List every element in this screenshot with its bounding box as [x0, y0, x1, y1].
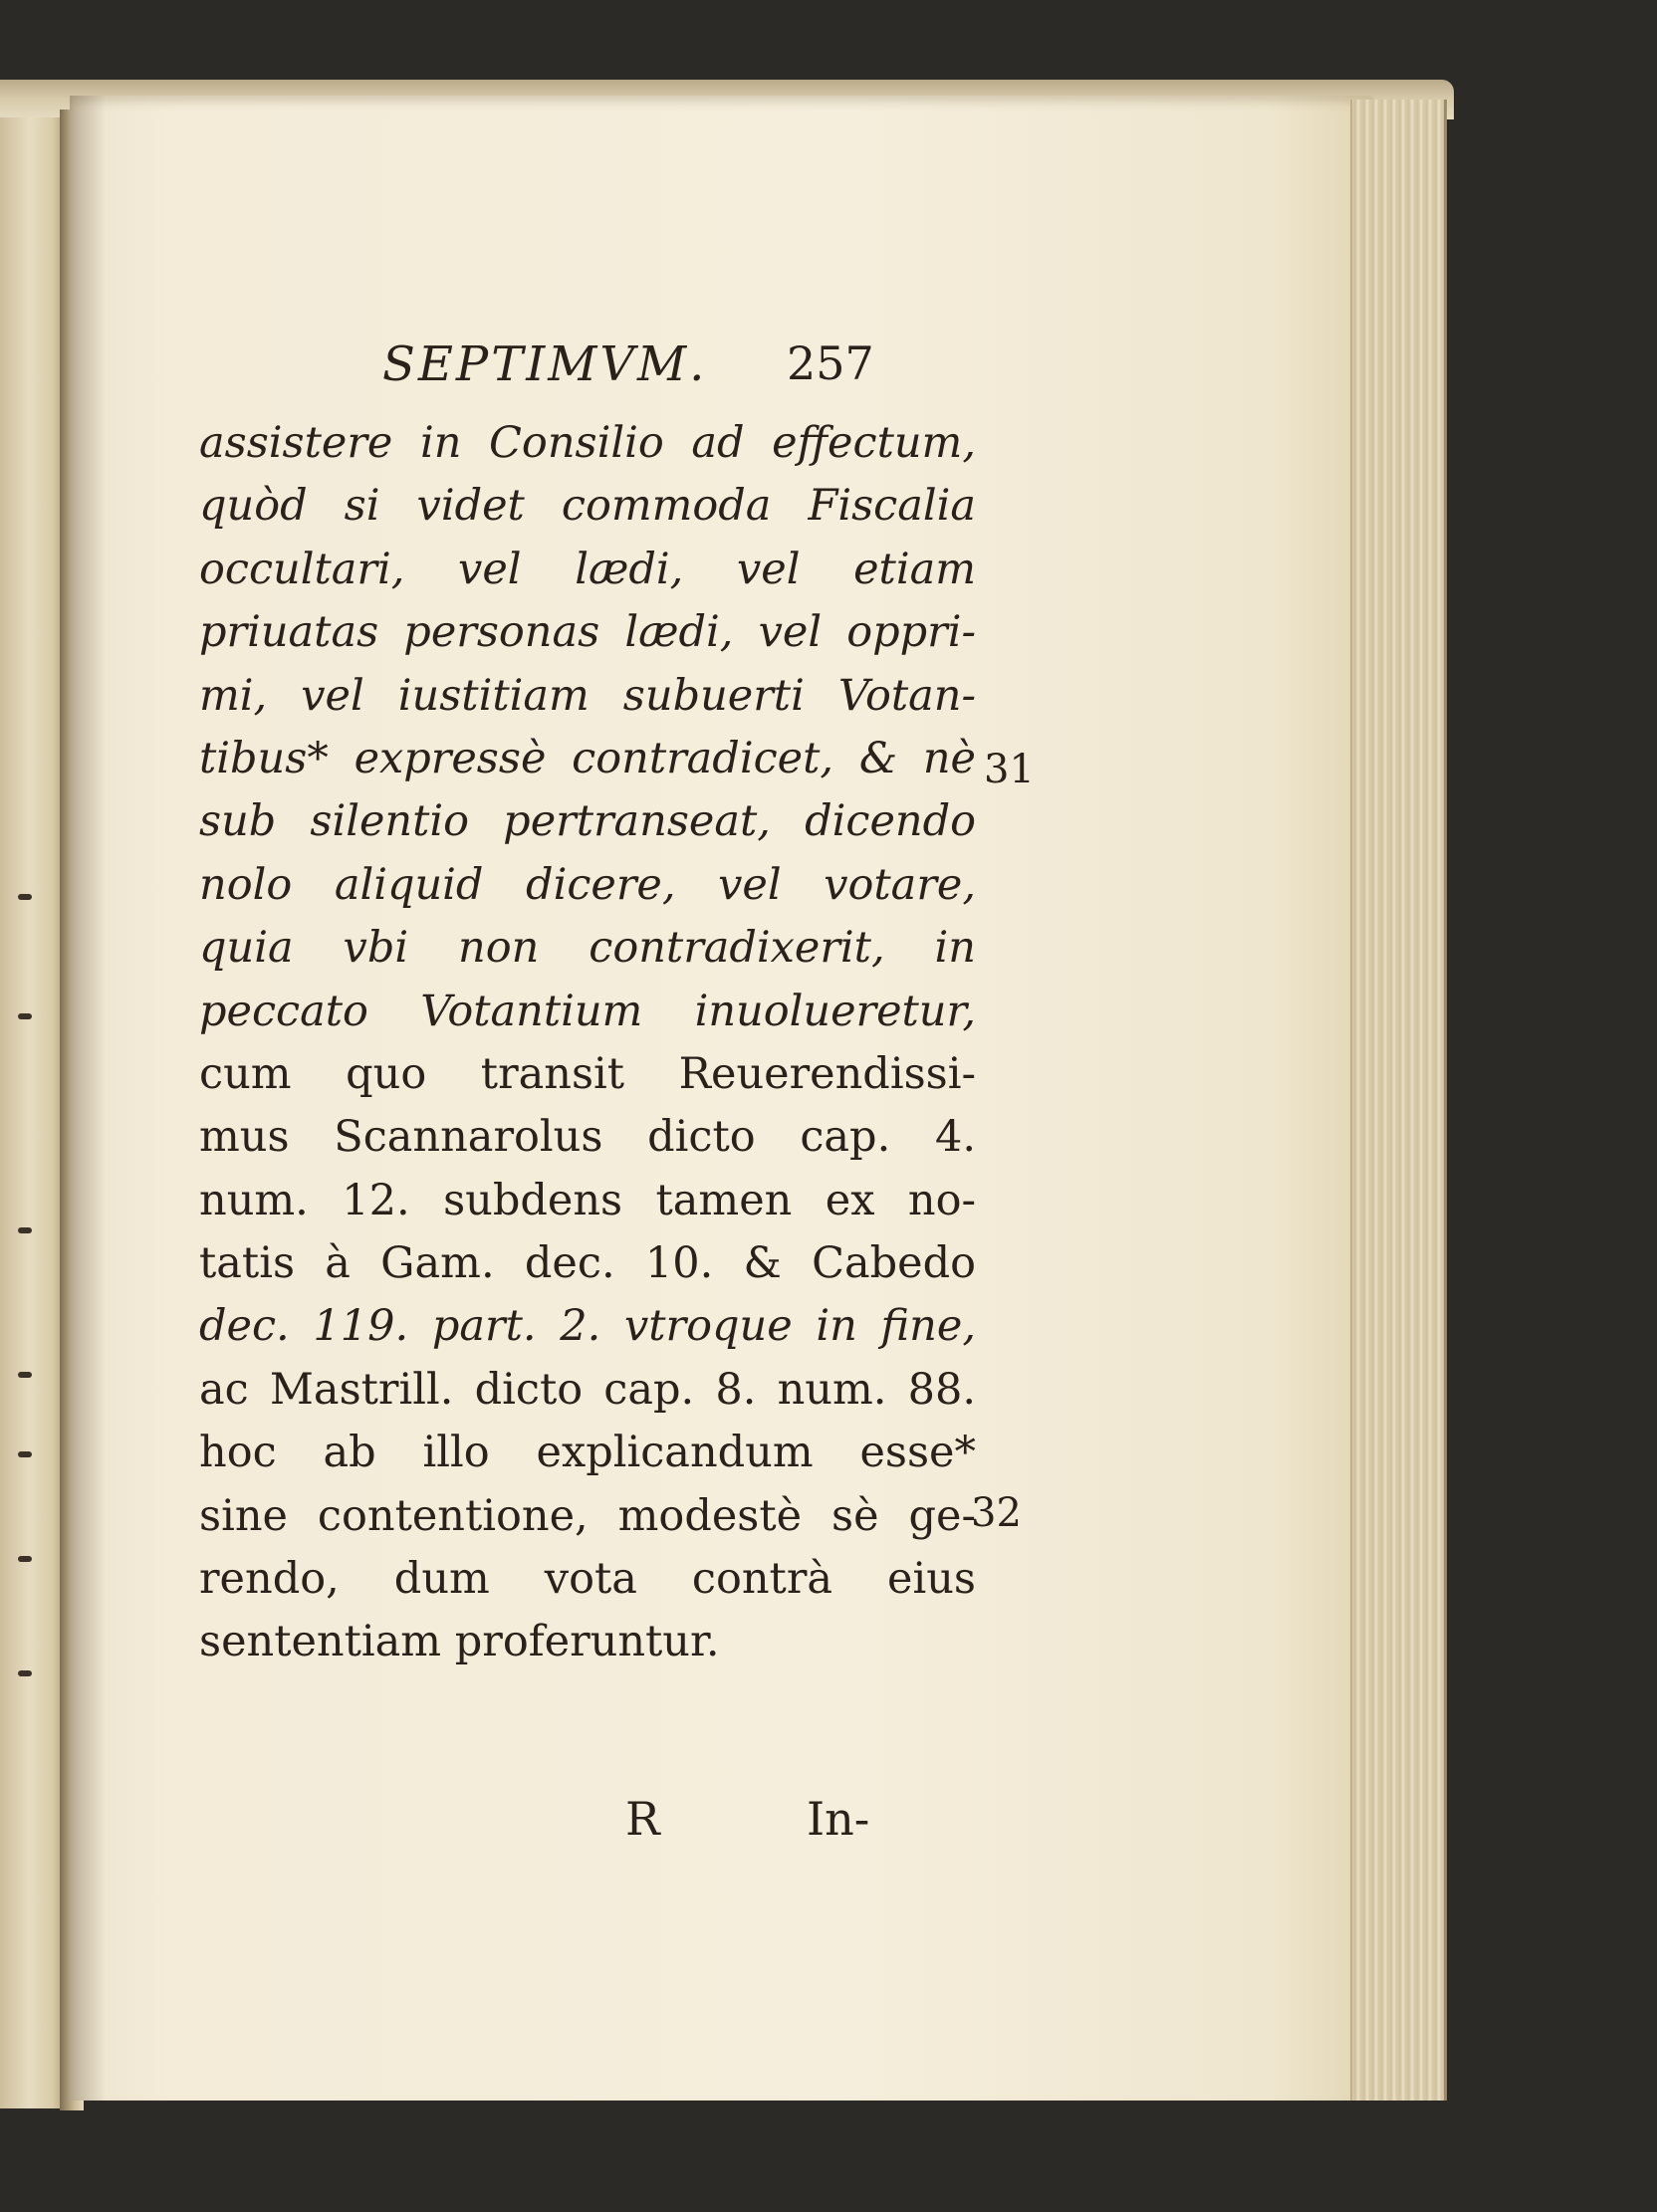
- text-line: tibus* expressè contradicet, & nè: [199, 733, 976, 783]
- text-line: tatis à Gam. dec. 10. & Cabedo: [199, 1238, 976, 1289]
- page-fore-edge: [1350, 100, 1447, 2101]
- ink-bleed-mark: [18, 1556, 32, 1562]
- text-line: ac Mastrill. dicto cap. 8. num. 88.: [199, 1364, 976, 1415]
- text-line: mi, vel iustitiam subuerti Votan-: [199, 670, 976, 721]
- text-line: num. 12. subdens tamen ex no-: [199, 1175, 976, 1225]
- running-head-title: SEPTIMVM.: [382, 336, 708, 392]
- ink-bleed-mark: [18, 1372, 32, 1378]
- text-line: dec. 119. part. 2. vtroque in fine,: [199, 1301, 976, 1352]
- ink-bleed-mark: [18, 1670, 32, 1676]
- ink-bleed-mark: [18, 1451, 32, 1457]
- text-line: peccato Votantium inuolueretur,: [199, 986, 976, 1036]
- text-line: hoc ab illo explicandum esse*: [199, 1428, 976, 1478]
- ink-bleed-mark: [18, 1227, 32, 1233]
- catchword: In-: [807, 1792, 870, 1846]
- left-page-edge: [0, 117, 68, 2108]
- text-line: cum quo transit Reuerendissi-: [199, 1048, 976, 1099]
- text-line: nolo aliquid dicere, vel votare,: [199, 859, 976, 910]
- text-line: sententiam proferuntur.: [199, 1617, 720, 1667]
- text-line: sine contentione, modestè sè ge-: [199, 1490, 976, 1541]
- text-line: rendo, dum vota contrà eius: [199, 1554, 976, 1605]
- page-text-block: [199, 336, 976, 1674]
- ink-bleed-mark: [18, 894, 32, 900]
- text-line: occultari, vel lædi, vel etiam: [199, 544, 976, 594]
- margin-number: 31: [984, 747, 1035, 792]
- signature-mark: R: [625, 1792, 660, 1846]
- spine-shadow: [70, 96, 106, 2101]
- text-line: mus Scannarolus dicto cap. 4.: [199, 1112, 976, 1163]
- text-line: assistere in Consilio ad effectum,: [199, 418, 976, 468]
- ink-bleed-mark: [18, 1013, 32, 1019]
- text-line: priuatas personas lædi, vel oppri-: [199, 607, 976, 658]
- text-line: quia vbi non contradixerit, in: [199, 923, 976, 974]
- running-head: [199, 336, 976, 412]
- text-line: sub silentio pertranseat, dicendo: [199, 796, 976, 847]
- text-line: quòd si videt commoda Fiscalia: [199, 481, 976, 532]
- margin-number: 32: [971, 1490, 1022, 1536]
- page-number: 257: [787, 336, 874, 390]
